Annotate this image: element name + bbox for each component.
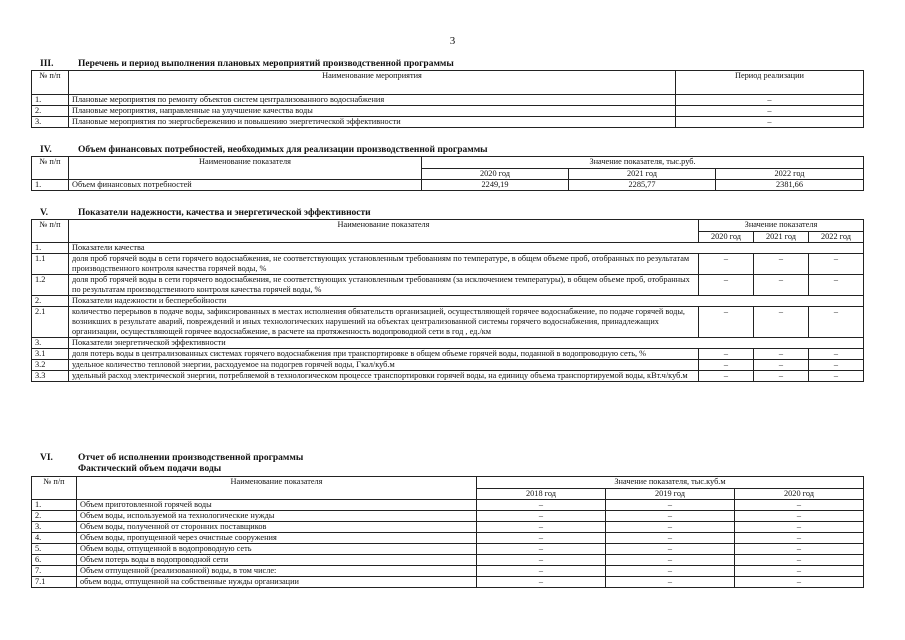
- row-value: –: [606, 555, 735, 566]
- col-header-value: Значение показателя, тыс.руб.: [422, 157, 864, 169]
- table-row: [32, 180, 864, 191]
- row-name: Объем воды, полученной от сторонних поставщиков: [77, 522, 477, 533]
- row-name: Объем воды, отпущенной в водопроводную сеть: [77, 544, 477, 555]
- row-number: 4.: [32, 533, 77, 544]
- row-value: –: [699, 254, 754, 275]
- table-row: [32, 522, 864, 533]
- row-value: –: [809, 275, 864, 296]
- col-header-period: Период реализации: [676, 71, 864, 95]
- row-number: 2.: [32, 106, 69, 117]
- col-header-name: Наименование показателя: [69, 220, 699, 243]
- table-row: [32, 349, 864, 360]
- row-value: –: [809, 360, 864, 371]
- table-row: [32, 511, 864, 522]
- section-3-heading: III. Перечень и период выполнения плановых мероприятий производственной программы: [40, 59, 454, 69]
- table-row: [32, 243, 864, 254]
- row-name: Объем потерь воды в водопроводной сети: [77, 555, 477, 566]
- row-name: Объем приготовленной горячей воды: [77, 500, 477, 511]
- row-number: 6.: [32, 555, 77, 566]
- col-header-name: Наименование мероприятия: [69, 71, 676, 95]
- col-header-no: № п/п: [32, 157, 69, 180]
- row-value: –: [735, 533, 864, 544]
- row-name: доля проб горячей воды в сети горячего водоснабжения, не соответствующих установленным требованиям по температуре, в общем объеме проб, отобранных по результатам производственного контроля качества горячей воды, %: [69, 254, 699, 275]
- section-5-heading: V. Показатели надежности, качества и энергетической эффективности: [40, 208, 371, 218]
- row-number: 7.1: [32, 577, 77, 588]
- row-name: удельный расход электрической энергии, потребляемой в технологическом процессе транспортировки горячей воды, на единицу объема транспортируемой воды, кВт.ч/куб.м: [69, 371, 699, 382]
- row-value: –: [606, 522, 735, 533]
- col-header-name: Наименование показателя: [77, 477, 477, 500]
- year-header: 2020 год: [422, 169, 569, 180]
- year-header: 2022 год: [809, 232, 864, 243]
- row-name: доля потерь воды в централизованных системах горячего водоснабжения при транспортировке в общем объеме горячей воды, поданной в водопроводную сеть, %: [69, 349, 699, 360]
- row-number: 1.: [32, 500, 77, 511]
- group-name: Показатели энергетической эффективности: [69, 338, 864, 349]
- row-name: Объем воды, пропущенной через очистные сооружения: [77, 533, 477, 544]
- row-value: –: [477, 533, 606, 544]
- table-row: [32, 544, 864, 555]
- row-value: –: [699, 360, 754, 371]
- row-name: Плановые мероприятия по энергосбережению и повышению энергетической эффективности: [69, 117, 676, 128]
- table-row: [32, 254, 864, 275]
- row-period: –: [676, 106, 864, 117]
- row-number: 1.: [32, 243, 69, 254]
- page-number: 3: [449, 35, 456, 47]
- row-value: –: [477, 511, 606, 522]
- row-value: –: [735, 511, 864, 522]
- year-header: 2022 год: [716, 169, 864, 180]
- row-value: –: [699, 349, 754, 360]
- table-row: [32, 577, 864, 588]
- row-value: –: [606, 500, 735, 511]
- row-number: 7.: [32, 566, 77, 577]
- row-name: количество перерывов в подаче воды, зафиксированных в местах исполнения обязательств организацией, осуществляющей горячее водоснабжение, по подаче горячей воды, возникших в результате аварий, повреждений и иных технологических нарушений на объектах централизованной системы горячего водоснабжения, принадлежащих организации, осуществляющей горячее водоснабжение, в расчете на протяженность водопроводной сети в год , ед./км: [69, 307, 699, 338]
- table-row: [32, 360, 864, 371]
- row-value: –: [735, 522, 864, 533]
- row-value: –: [606, 544, 735, 555]
- row-value: –: [754, 307, 809, 338]
- row-value: –: [735, 544, 864, 555]
- row-number: 3.1: [32, 349, 69, 360]
- row-name: удельное количество тепловой энергии, расходуемое на подогрев горячей воды, Гкал/куб.м: [69, 360, 699, 371]
- section-3-table: [31, 70, 864, 128]
- row-number: 3.: [32, 522, 77, 533]
- group-name: Показатели надежности и бесперебойности: [69, 296, 864, 307]
- row-value: –: [477, 500, 606, 511]
- row-value: –: [754, 371, 809, 382]
- row-name: доля проб горячей воды в сети горячего водоснабжения, не соответствующих установленным требованиям (за исключением температуры), в общем объеме проб, отобранных по результатам производственного контроля качества горячей воды, %: [69, 275, 699, 296]
- row-value: –: [754, 349, 809, 360]
- row-value: –: [699, 307, 754, 338]
- col-header-no: № п/п: [32, 71, 69, 95]
- table-row: [32, 95, 864, 106]
- row-value: –: [809, 307, 864, 338]
- row-value: –: [809, 371, 864, 382]
- row-number: 2.1: [32, 307, 69, 338]
- row-value: –: [809, 254, 864, 275]
- group-name: Показатели качества: [69, 243, 864, 254]
- row-number: 5.: [32, 544, 77, 555]
- table-row: [32, 275, 864, 296]
- year-header: 2020 год: [699, 232, 754, 243]
- row-value: –: [735, 500, 864, 511]
- row-value: –: [735, 577, 864, 588]
- year-header: 2018 год: [477, 489, 606, 500]
- row-value: –: [606, 566, 735, 577]
- row-value: –: [754, 360, 809, 371]
- row-number: 2.: [32, 296, 69, 307]
- table-row: [32, 296, 864, 307]
- row-value: –: [477, 522, 606, 533]
- table-row: [32, 307, 864, 338]
- table-row: [32, 117, 864, 128]
- section-5-table: [31, 219, 864, 382]
- row-number: 3.3: [32, 371, 69, 382]
- row-value: 2381,66: [716, 180, 864, 191]
- row-name: Плановые мероприятия по ремонту объектов систем централизованного водоснабжения: [69, 95, 676, 106]
- row-period: –: [676, 117, 864, 128]
- row-name: Плановые мероприятия, направленные на улучшение качества воды: [69, 106, 676, 117]
- row-value: –: [735, 555, 864, 566]
- row-value: –: [477, 577, 606, 588]
- row-value: –: [477, 555, 606, 566]
- row-value: –: [477, 566, 606, 577]
- row-number: 1.1: [32, 254, 69, 275]
- row-value: –: [754, 254, 809, 275]
- year-header: 2021 год: [754, 232, 809, 243]
- col-header-value: Значение показателя: [699, 220, 864, 232]
- row-name: Объем финансовых потребностей: [69, 180, 422, 191]
- row-value: –: [699, 371, 754, 382]
- col-header-name: Наименование показателя: [69, 157, 422, 180]
- table-row: [32, 533, 864, 544]
- row-name: объем воды, отпущенной на собственные нужды организации: [77, 577, 477, 588]
- year-header: 2021 год: [569, 169, 716, 180]
- row-value: –: [735, 566, 864, 577]
- year-header: 2019 год: [606, 489, 735, 500]
- table-row: [32, 555, 864, 566]
- table-row: [32, 338, 864, 349]
- row-value: –: [754, 275, 809, 296]
- section-4-table: [31, 156, 864, 191]
- section-6-heading: VI. Отчет об исполнении производственной программы: [40, 453, 304, 463]
- row-number: 2.: [32, 511, 77, 522]
- row-number: 1.2: [32, 275, 69, 296]
- row-value: 2249,19: [422, 180, 569, 191]
- table-row: [32, 500, 864, 511]
- section-4-heading: IV. Объем финансовых потребностей, необходимых для реализации производственной программы: [40, 145, 488, 155]
- row-value: –: [606, 511, 735, 522]
- year-header: 2020 год: [735, 489, 864, 500]
- table-row: [32, 566, 864, 577]
- row-name: Объем отпущенной (реализованной) воды, в том числе:: [77, 566, 477, 577]
- row-value: –: [606, 577, 735, 588]
- row-number: 3.: [32, 117, 69, 128]
- row-value: –: [606, 533, 735, 544]
- section-6-table: [31, 476, 864, 588]
- col-header-no: № п/п: [32, 220, 69, 243]
- row-value: 2285,77: [569, 180, 716, 191]
- table-row: [32, 106, 864, 117]
- row-number: 3.: [32, 338, 69, 349]
- row-number: 1.: [32, 180, 69, 191]
- row-number: 1.: [32, 95, 69, 106]
- col-header-no: № п/п: [32, 477, 77, 500]
- row-number: 3.2: [32, 360, 69, 371]
- col-header-value: Значение показателя, тыс.куб.м: [477, 477, 864, 489]
- table-row: [32, 371, 864, 382]
- row-value: –: [809, 349, 864, 360]
- row-value: –: [477, 544, 606, 555]
- row-name: Объем воды, используемой на технологические нужды: [77, 511, 477, 522]
- row-period: –: [676, 95, 864, 106]
- row-value: –: [699, 275, 754, 296]
- section-6-subtitle: Фактический объем подачи воды: [78, 464, 222, 474]
